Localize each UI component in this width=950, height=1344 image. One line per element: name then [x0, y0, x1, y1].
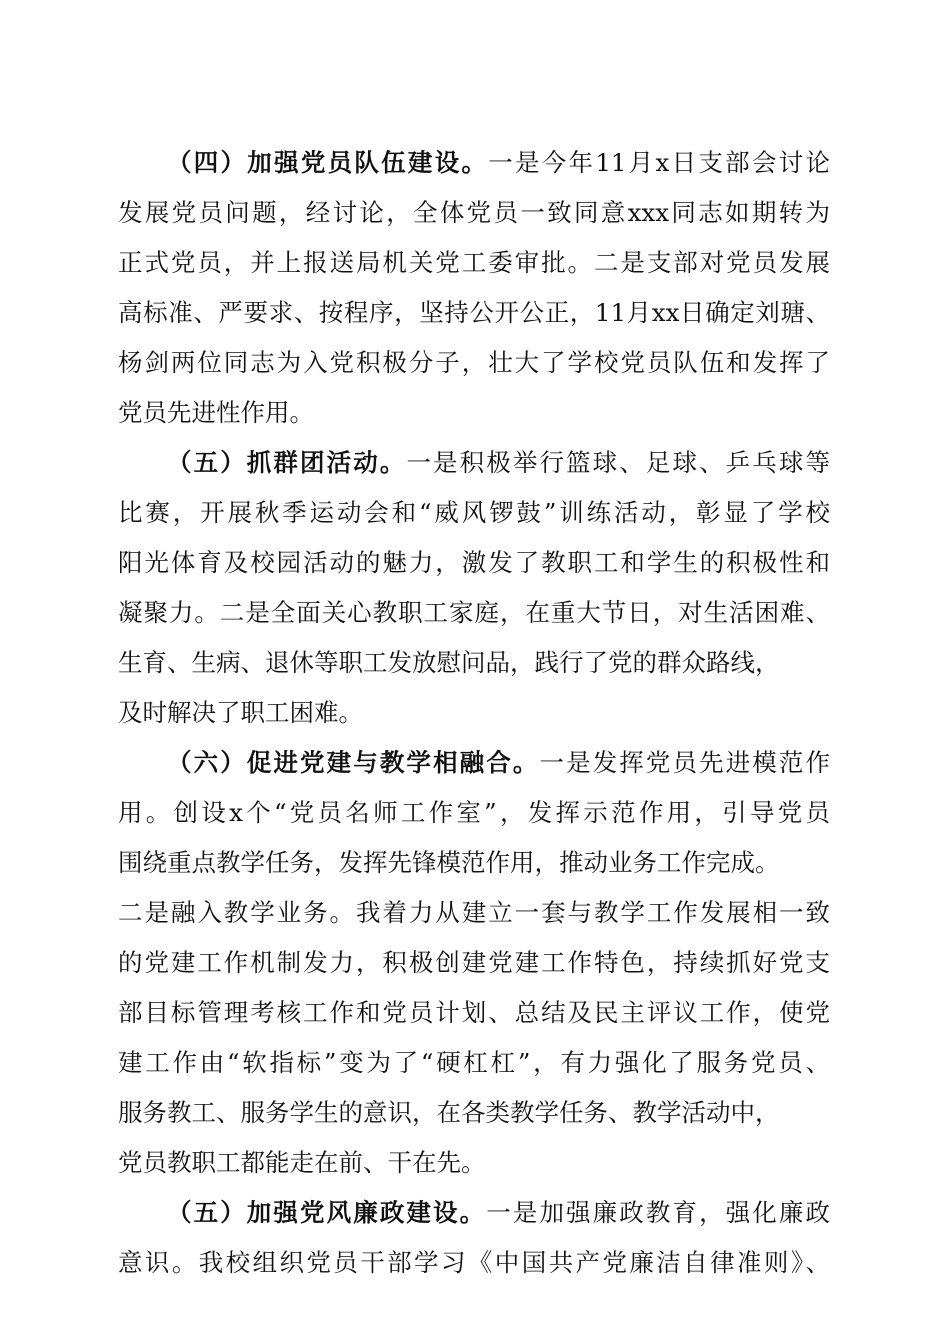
- paragraph-line: 部目标管理考核工作和党员计划、总结及民主评议工作，使党: [118, 998, 830, 1027]
- paragraph-party-member-team: [118, 138, 830, 438]
- paragraph-line: 生育、生病、退休等职工发放慰问品，践行了党的群众路线，: [118, 648, 780, 677]
- paragraph-line: 高标准、严要求、按程序，坚持公开公正，11月xx日确定刘瑭、: [118, 298, 830, 327]
- paragraph-line: 党员教职工都能走在前、干在先。: [118, 1148, 486, 1177]
- paragraph-clean-governance: [118, 1188, 830, 1288]
- paragraph-heading: （六）促进党建与教学相融合。: [167, 748, 540, 777]
- paragraph-first-line: [118, 438, 830, 488]
- paragraph-heading: （五）抓群团活动。: [167, 448, 407, 477]
- paragraph-text: 一是积极举行篮球、足球、乒乓球等: [406, 448, 830, 477]
- paragraph-line: 二是融入教学业务。我着力从建立一套与教学工作发展相一致: [118, 898, 830, 927]
- paragraph-line: 服务教工、服务学生的意识，在各类教学任务、教学活动中，: [118, 1098, 780, 1127]
- paragraph-line: 建工作由“软指标”变为了“硬杠杠”，有力强化了服务党员、: [118, 1048, 830, 1077]
- paragraph-line: 党员先进性作用。: [118, 398, 314, 427]
- paragraph-party-teaching-integration: [118, 738, 830, 1188]
- paragraph-line: 发展党员问题，经讨论，全体党员一致同意xxx同志如期转为: [118, 198, 830, 227]
- paragraph-first-line: [118, 138, 830, 188]
- paragraph-line: 阳光体育及校园活动的魅力，激发了教职工和学生的积极性和: [118, 548, 830, 577]
- paragraph-first-line: [118, 738, 830, 788]
- paragraph-text: 一是今年11月x日支部会讨论: [488, 148, 830, 177]
- paragraph-line: 用。创设x个“党员名师工作室”，发挥示范作用，引导党员: [118, 798, 830, 827]
- paragraph-line: 的党建工作机制发力，积极创建党建工作特色，持续抓好党支: [118, 948, 830, 977]
- paragraph-line: 杨剑两位同志为入党积极分子，壮大了学校党员队伍和发挥了: [118, 348, 830, 377]
- paragraph-text: 一是加强廉政教育，强化廉政: [486, 1198, 830, 1227]
- paragraph-line: 比赛，开展秋季运动会和“威风锣鼓”训练活动，彰显了学校: [118, 498, 830, 527]
- paragraph-group-activities: [118, 438, 830, 738]
- paragraph-line: 围绕重点教学任务，发挥先锋模范作用，推动业务工作完成。: [118, 848, 780, 877]
- paragraph-heading: （五）加强党风廉政建设。: [167, 1198, 487, 1227]
- paragraph-line: 凝聚力。二是全面关心教职工家庭，在重大节日，对生活困难、: [118, 598, 830, 627]
- paragraph-line: 意识。我校组织党员干部学习《中国共产党廉洁自律准则》、: [118, 1248, 830, 1277]
- paragraph-text: 一是发挥党员先进模范作: [539, 748, 831, 777]
- document-body: [118, 138, 830, 1288]
- paragraph-line: 及时解决了职工困难。: [118, 698, 363, 727]
- paragraph-line: 正式党员，并上报送局机关党工委审批。二是支部对党员发展: [118, 248, 830, 277]
- paragraph-heading: （四）加强党员队伍建设。: [167, 148, 489, 177]
- paragraph-first-line: [118, 1188, 830, 1238]
